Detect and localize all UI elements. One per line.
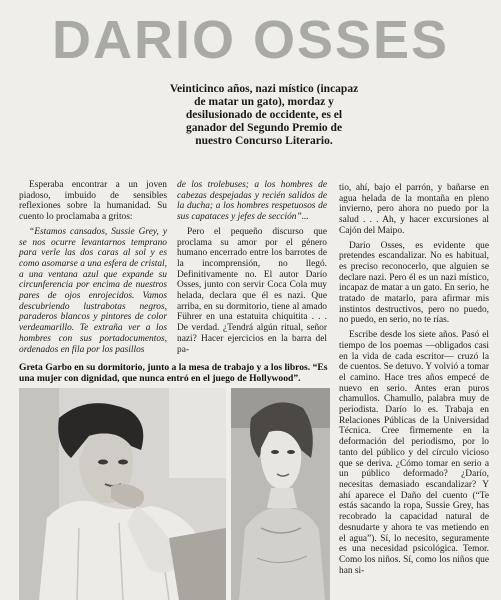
photo-caption: Greta Garbo en su dormitorio, junto a la mesa de trabajo y a los libros. “Es una mujer con dignidad, que nunca entró en el juego de Hollywood”.	[19, 362, 328, 384]
story-quote-continued: de los trolebuses; a los hombres de cabezas despejadas y recién salidos de la ducha; a los hombres respetuosos de sus capataces y jefes de sección”...	[177, 180, 327, 223]
author-photo	[19, 388, 226, 600]
paragraph: Esperaba encontrar a un joven piadoso, imbuido de sensibles reflexiones sobre la humanidad. Su cuento lo proclamaba a gritos:	[19, 180, 167, 223]
article-column-3	[339, 183, 489, 580]
lede-summary: Veinticinco años, nazi místico (incapaz de matar un gato), mordaz y desilusionado de occidente, es el ganador del Segundo Premio de nuestro Concurso Literario.	[169, 83, 359, 147]
story-quote: “Estamos cansados, Sussie Grey, y se nos ocurre levantarnos temprano para verle las dos caras al sol y es como asomarse a una esfera de cristal, a una ventana azul que expande su circunferencia por encima de nuestros pares de ojos enrojecidos. Vamos descubriendo lustrabotas negros, paraderos blancos y pintores de color verdeamarillo. Te extraña ver a los hombres con sus portadocumentos, ordenados en fila por los pasillos	[19, 226, 167, 355]
page-title: DARIO OSSES	[51, 10, 450, 70]
paragraph: tio, ahí, bajo el parrón, y bañarse en agua helada de la montaña en pleno invierno, pero ahora no puedo por la salud . . . Ah, y hacer excursiones al Cajón del Maipo.	[339, 183, 489, 236]
article-column-2	[177, 180, 327, 359]
article-column-1	[19, 180, 167, 359]
paragraph: Escribe desde los siete años. Pasó el tiempo de los poemas —obligados casi en la vida de cada escritor— cruzó la de cuentos. Se detuvo. Y volvió a tomar el camino. Hace tres años empecé de nuevo en serio. Antes eran puros chamullos. Chamullo, palabra muy de periodista. Darío lo es. Trabaja en Relaciones Públicas de la Universidad Técnica. Cree firmemente en la deformación del periodismo, por lo tanto del público y del círculo vicioso que se deriva. ¿Cómo tomar en serio a un público deformado? ¿Darío, necesitas demasiado escandalizar? Y ahí aparece el Daño del cuento (“Te estás sacando la ropa, Sussie Grey, has recobrado la capacidad natural de desnudarte y ahora te vas metiendo en el agua”). Sí, lo necesito, seguramente es una necesidad psicológica. Temor. Como los niños. Sí, como los niños que han si-	[339, 330, 489, 576]
greta-garbo-photo	[231, 388, 330, 600]
paragraph: Darío Osses, es evidente que pretendes escandalizar. No es habitual, es preciso reconocerlo, que alguien se declare nazi. Pero él es un nazi místico, incapaz de matar a un gato. En serio, he tratado de matarlo, para afirmar mis instintos destructivos, pero no puedo, no puedo, en serio, no te rías.	[339, 240, 489, 326]
paragraph: Pero el pequeño discurso que proclama su amor por el género humano encerrado entre los barrotes de la incomprensión, no llegó. Definitivamente no. El autor Darío Osses, junto con servir Coca Cola muy helada, declara que él es nazi. Que arriba, en su dormitorio, tiene al amado Führer en una estatuita chiquitita . . . De verdad. ¿Tendrá algún ritual, señor nazi? Hacer ejercicios en la barra del pa-	[177, 226, 327, 355]
